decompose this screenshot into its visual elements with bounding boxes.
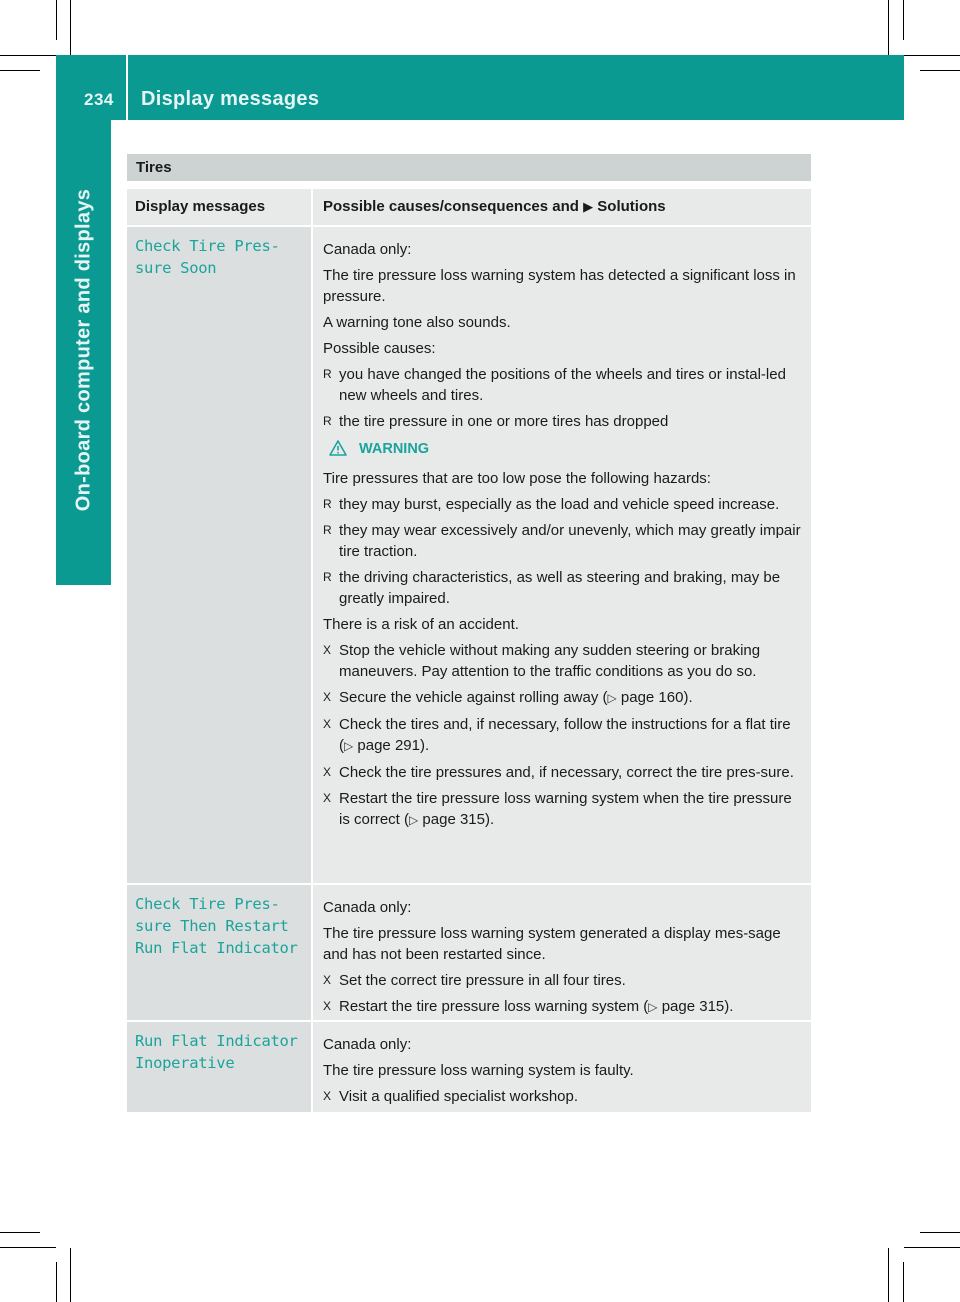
solution-cell	[313, 227, 811, 883]
step-icon: X	[323, 643, 332, 657]
crop-mark	[56, 1262, 57, 1302]
chapter-tab-label: On-board computer and displays	[72, 188, 95, 512]
message-cell	[127, 227, 313, 883]
paragraph: The tire pressure loss warning system generated a display mes-sage and has not been restarted since.	[323, 925, 781, 963]
step-item: X Restart the tire pressure loss warning system when the tire pressure is correct (▷ page 315).	[323, 790, 792, 828]
step-icon: X	[323, 690, 332, 704]
step-icon: X	[323, 791, 332, 805]
step-item: X Check the tires and, if necessary, follow the instructions for a flat tire (▷ page 291).	[323, 716, 791, 754]
column-header-solutions: Possible causes/consequences and ▶ Solutions	[323, 198, 666, 215]
page-ref-icon: ▷	[607, 691, 617, 705]
crop-mark	[888, 0, 889, 55]
table-row	[127, 1022, 811, 1112]
crop-mark	[920, 1232, 960, 1233]
table-row	[127, 885, 811, 1020]
crop-mark	[904, 1247, 960, 1248]
solution-cell	[313, 885, 811, 1020]
crop-mark	[0, 70, 40, 71]
bullet-icon: R	[323, 570, 332, 584]
list-item: R the tire pressure in one or more tires has dropped	[323, 413, 669, 430]
display-messages-table	[127, 154, 811, 1112]
paragraph: Possible causes:	[323, 340, 436, 357]
step-item: X Secure the vehicle against rolling away (▷ page 160).	[323, 689, 693, 706]
step-item: X Set the correct tire pressure in all four tires.	[323, 972, 626, 989]
message-line: sure Soon	[135, 259, 217, 277]
paragraph: Canada only:	[323, 241, 412, 258]
list-item: R they may burst, especially as the load and vehicle speed increase.	[323, 496, 780, 513]
step-item: X Restart the tire pressure loss warning system (▷ page 315).	[323, 998, 734, 1015]
crop-mark	[903, 1262, 904, 1302]
step-item: X Check the tire pressures and, if necessary, correct the tire pres-sure.	[323, 764, 794, 781]
message-cell	[127, 1022, 313, 1112]
crop-mark	[70, 0, 71, 55]
table-title: Tires	[127, 154, 811, 181]
warning-triangle-icon	[329, 440, 347, 458]
warning-heading: WARNING	[329, 440, 805, 458]
paragraph: Canada only:	[323, 1036, 412, 1053]
message-line: Run Flat Indicator	[135, 939, 298, 957]
bullet-icon: R	[323, 497, 332, 511]
bullet-icon: R	[323, 367, 332, 381]
crop-mark	[888, 1248, 889, 1302]
crop-mark	[903, 0, 904, 40]
crop-mark	[56, 0, 57, 40]
paragraph: The tire pressure loss warning system is faulty.	[323, 1062, 634, 1079]
crop-mark	[70, 1248, 71, 1302]
crop-mark	[0, 1232, 40, 1233]
step-icon: X	[323, 765, 332, 779]
crop-mark	[920, 70, 960, 71]
solution-cell	[313, 1022, 811, 1112]
message-line: sure Then Restart	[135, 917, 289, 935]
page-ref-icon: ▷	[409, 813, 419, 827]
list-item: R you have changed the positions of the wheels and tires or instal-led new wheels and tires.	[323, 366, 786, 404]
paragraph: Tire pressures that are too low pose the following hazards:	[323, 470, 711, 487]
step-icon: X	[323, 1089, 332, 1103]
list-item: R they may wear excessively and/or unevenly, which may greatly impair tire traction.	[323, 522, 801, 560]
page-ref-icon: ▷	[648, 1000, 658, 1014]
page-ref-icon: ▷	[344, 739, 354, 753]
page-title: Display messages	[141, 88, 320, 110]
table-row	[127, 227, 811, 883]
message-line: Check Tire Pres‐	[135, 895, 280, 913]
step-item: X Stop the vehicle without making any sudden steering or braking maneuvers. Pay attention to the traffic conditions as you do so.	[323, 642, 761, 680]
paragraph: The tire pressure loss warning system has detected a significant loss in pressure.	[323, 267, 796, 305]
paragraph: Canada only:	[323, 899, 412, 916]
list-item: R the driving characteristics, as well as steering and braking, may be greatly impaired.	[323, 569, 781, 607]
page-number: 234	[84, 90, 114, 109]
paragraph: There is a risk of an accident.	[323, 616, 519, 633]
message-line: Check Tire Pres‐	[135, 237, 280, 255]
table-header-row	[127, 189, 811, 225]
step-icon: X	[323, 973, 332, 987]
step-icon: X	[323, 999, 332, 1013]
message-cell	[127, 885, 313, 1020]
message-line: Inoperative	[135, 1054, 235, 1072]
column-header-messages: Display messages	[127, 189, 313, 225]
header-divider	[126, 55, 128, 120]
message-line: Run Flat Indicator	[135, 1032, 298, 1050]
bullet-icon: R	[323, 523, 332, 537]
bullet-icon: R	[323, 414, 332, 428]
crop-mark	[0, 1247, 56, 1248]
crop-mark	[0, 55, 56, 56]
step-item: X Visit a qualified specialist workshop.	[323, 1088, 579, 1105]
crop-mark	[904, 55, 960, 56]
arrow-icon: ▶	[583, 199, 594, 214]
paragraph: A warning tone also sounds.	[323, 314, 511, 331]
step-icon: X	[323, 717, 332, 731]
